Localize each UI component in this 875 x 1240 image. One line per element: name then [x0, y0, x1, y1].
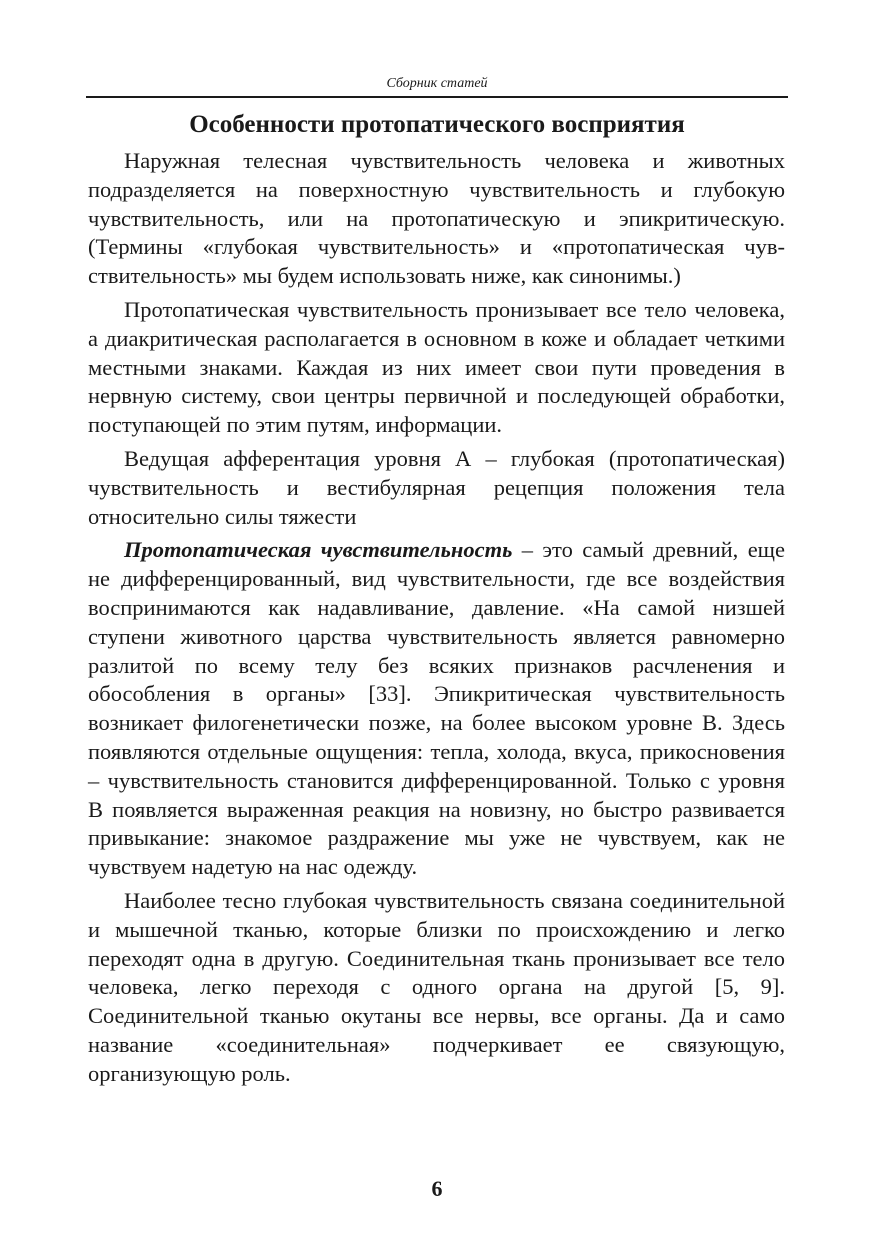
- paragraph-text: Наиболее тесно глубокая чувствительность связана соединительной и мышечной тканью, которые близки по происхождению и легко переходят одна в другую. Соединительная ткань пронизывает все тело человека, легко переходя с одного органа на другой [5, 9]. Соединительной тканью окутаны все нервы, все органы. Да и само название «соединительная» подчеркивает ее связующую, организующую роль.: [88, 887, 785, 1086]
- paragraph-text: Наружная телесная чувствительность человека и животных подразделяется на поверхностную чувствительность и глубокую чувствительность, или на протопатическую и эпикритическую. (Термины «глубокая чувствительность» и «протопатическая чувствительность» мы будем использовать ниже, как синонимы.): [88, 148, 785, 289]
- paragraph-text: Ведущая афферентация уровня А – глубокая (протопатическая) чувствительность и вестибулярная рецепция положения тела относительно силы тяжести: [88, 445, 785, 529]
- running-head: Сборник статей: [386, 76, 488, 91]
- paragraph: [88, 445, 785, 531]
- paragraph-text: – это самый древний, еще не дифференцированный, вид чувствительности, где все воздействия воспринимаются как надавливание, давление. «На самой низшей ступени животного царства чувствительность является равномерно разлитой по всему телу без всяких признаков расчленения и обособления в органы» [33]. Эпикритическая чувствительность возникает филогенетически позже, на более высоком уровне В. Здесь появляются отдельные ощущения: тепла, холода, вкуса, прикосновения – чувствительность становится дифференцированной. Только с уровня В появляется выраженная реакция на новизну, но быстро развивается привыкание: знакомое раздражение мы уже не чувствуем, как не чувствуем надетую на нас одежду.: [88, 537, 785, 880]
- article-body: [88, 147, 785, 1094]
- header-rule: [86, 96, 788, 98]
- paragraph: [88, 147, 785, 291]
- paragraph: [88, 536, 785, 882]
- paragraph-text: Протопатическая чувствительность пронизывает все тело человека, а диакритическая располагается в основном в коже и обладает четкими местными знаками. Каждая из них имеет свои пути проведения в нервную систему, свои центры первичной и последующей обработки, поступающей по этим путям, информации.: [88, 296, 785, 438]
- paragraph: [88, 887, 785, 1089]
- paragraph: [88, 296, 785, 440]
- emphasized-term: Протопатическая чувствительность: [124, 537, 513, 563]
- article-title: Особенности протопатического восприятия: [189, 111, 685, 138]
- page-number: 6: [431, 1176, 443, 1201]
